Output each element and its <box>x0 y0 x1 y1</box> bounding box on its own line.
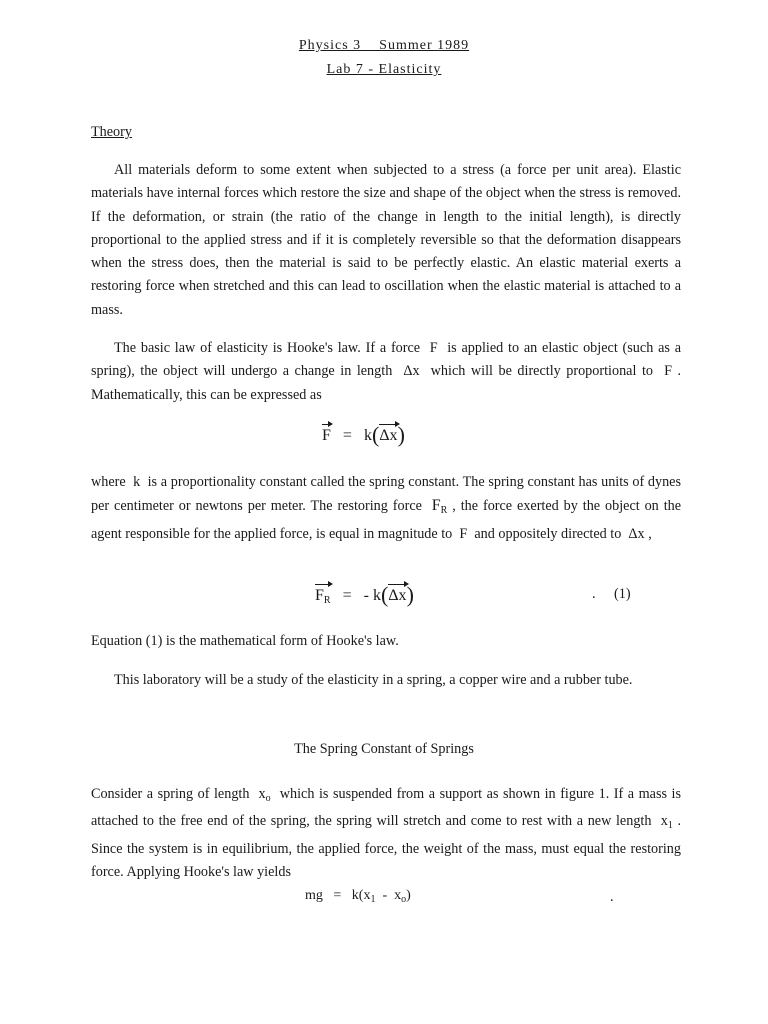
equation-1-restoring-force: $F_R$ = - k(Δx) <box>315 582 414 607</box>
theory-paragraph-2: The basic law of elasticity is Hooke's law. If a force F is applied to an elastic object (such as a spring), the object will undergo a change in length Δx which will be directly proportional to F . Mathematically, this can be expressed as <box>91 340 682 403</box>
course-title: Physics 3 Summer 1989 <box>298 38 470 53</box>
equation-1-period: . <box>592 586 596 602</box>
spring-paragraph-1: Consider a spring of length $x_o$ which is suspended from a support as shown in figure 1. If a mass is attached to the free end of the spring, the spring will stretch and come to rest with a new length $x_1$ . Since the system is in equilibrium, the applied force, the weight of the mass, must equal the restoring force. Applying Hooke's law yields <box>91 786 682 880</box>
theory-paragraph-5: This laboratory will be a study of the elasticity in a spring, a copper wire and a rubber tube. <box>114 672 633 688</box>
equation-1-number: (1) <box>614 586 631 602</box>
theory-heading: Theory <box>91 124 132 140</box>
equation-spring-period: . <box>610 889 614 905</box>
theory-paragraph-4: Equation (1) is the mathematical form of Hooke's law. <box>91 633 399 649</box>
lab-title: Lab 7 - Elasticity <box>326 62 442 77</box>
theory-paragraph-3: where k is a proportionality constant called the spring constant. The spring constant has units of dynes per centimeter or newtons per meter. The restoring force $F_R$ , the force exerted by the object on the agent responsible for the applied force, is equal in magnitude to F and oppositely directed to Δx , <box>91 474 682 542</box>
spring-section-heading: The Spring Constant of Springs <box>294 741 474 757</box>
equation-spring-equilibrium: mg = $k(x_1 - x_o)$ <box>305 888 411 905</box>
theory-paragraph-1: All materials deform to some extent when subjected to a stress (a force per unit area). Elastic materials have internal forces which restore the size and shape of the object when the stress is removed. If the deformation, or strain (the ratio of the change in length to the initial length), is directly proportional to the applied stress and if it is completely reversible so that the deformation disappears when the stress does, then the material is said to be perfectly elastic. An elastic material exerts a restoring force when stretched and this can lead to oscillation when the elastic material is attached to a mass. <box>91 162 681 318</box>
equation-hookes-law-vector: F = k(Δx) <box>322 422 405 447</box>
